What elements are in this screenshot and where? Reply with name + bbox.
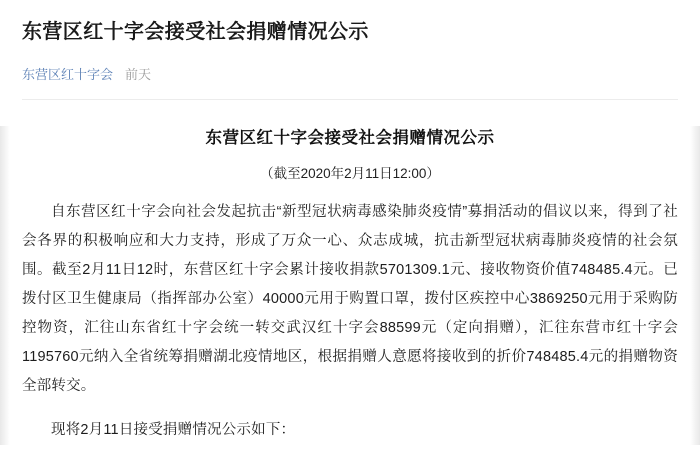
document-title: 东营区红十字会接受社会捐赠情况公示 (205, 129, 495, 147)
article-header (0, 0, 700, 100)
paragraph: 自东营区红十字会向社会发起抗击“新型冠状病毒感染肺炎疫情”募捐活动的倡议以来，得到了社会各界的积极响应和大力支持，形成了万众一心、众志成城，抗击新型冠状病毒肺炎疫情的社会氛围。截至2月11日12时，东营区红十字会累计接收捐款5701309.1元、接收物资价值748485.4元。已拨付区卫生健康局（指挥部办公室）40000元用于购置口罩，拨付区疾控中心3869250元用于采购防控物资，汇往山东省红十字会统一转交武汉红十字会88599元（定向捐赠），汇往东营市红十字会1195760元纳入全省统筹捐赠湖北疫情地区，根据捐赠人意愿将接收到的折价748485.4元的捐赠物资全部转交。 (22, 204, 678, 394)
article-body (0, 126, 700, 445)
left-edge-shadow (0, 126, 10, 445)
right-edge-shadow (690, 126, 700, 445)
document-subtitle: （截至2020年2月11日12:00） (260, 166, 440, 181)
header-divider (22, 99, 678, 100)
article-source-link[interactable]: 东营区红十字会 (22, 67, 114, 82)
page-title: 东营区红十字会接受社会捐赠情况公示 (22, 21, 369, 43)
article-meta (22, 64, 678, 83)
article-timestamp: 前天 (125, 67, 152, 82)
paragraph: 现将2月11日接受捐赠情况公示如下： (51, 421, 296, 438)
